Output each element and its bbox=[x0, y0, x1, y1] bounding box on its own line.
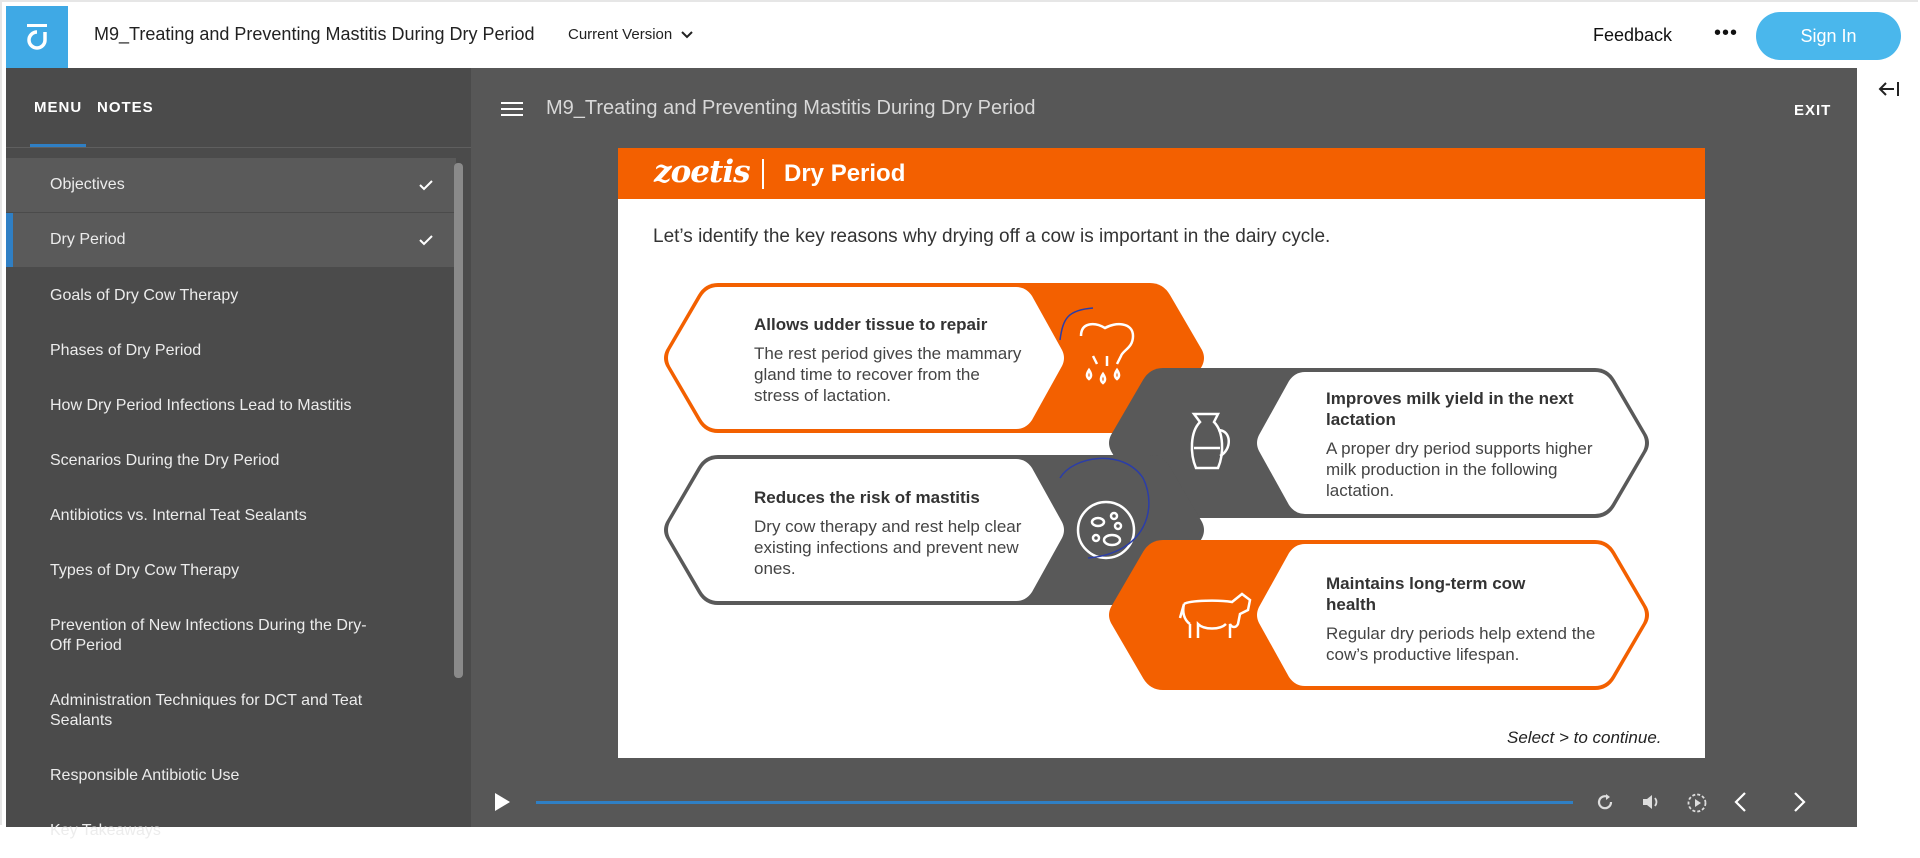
sidebar-scrollbar[interactable] bbox=[454, 163, 463, 678]
app-logo[interactable] bbox=[6, 6, 68, 68]
card-milk-yield-text bbox=[1326, 388, 1596, 501]
playback-settings-icon bbox=[1686, 792, 1708, 814]
card-mastitis-body: Dry cow therapy and rest help clear existing infections and prevent new ones. bbox=[754, 517, 1022, 578]
sidebar-item[interactable] bbox=[6, 433, 456, 488]
sidebar-item-label: Phases of Dry Period bbox=[50, 341, 202, 359]
replay-button[interactable] bbox=[1595, 792, 1615, 817]
card-udder-body: The rest period gives the mammary gland time to recover from the stress of lactation. bbox=[754, 344, 1022, 405]
collapse-left-icon bbox=[1878, 81, 1900, 97]
next-slide-button[interactable] bbox=[1793, 791, 1807, 818]
card-udder-text bbox=[754, 314, 1024, 406]
playback-controls bbox=[471, 776, 1857, 827]
sidebar bbox=[6, 68, 471, 839]
sidebar-item[interactable] bbox=[6, 543, 456, 598]
card-mastitis-title: Reduces the risk of mastitis bbox=[754, 488, 980, 507]
sidebar-item[interactable] bbox=[6, 488, 456, 543]
sidebar-item-label: Administration Techniques for DCT and Teat Sealants bbox=[50, 691, 363, 729]
sidebar-item-label: Antibiotics vs. Internal Teat Sealants bbox=[50, 506, 307, 524]
sidebar-item[interactable] bbox=[6, 748, 456, 803]
sidebar-item-label: Prevention of New Infections During the Dry-Off Period bbox=[50, 616, 367, 654]
card-mastitis-text bbox=[754, 487, 1024, 579]
sign-in-button[interactable]: Sign In bbox=[1756, 12, 1901, 60]
sidebar-item[interactable] bbox=[6, 213, 456, 268]
card-milk-yield-body: A proper dry period supports higher milk production in the following lactation. bbox=[1326, 439, 1593, 500]
play-button[interactable] bbox=[493, 792, 511, 817]
checkmark-icon bbox=[418, 177, 434, 193]
replay-icon bbox=[1595, 792, 1615, 812]
version-label: Current Version bbox=[568, 26, 673, 43]
course-title: M9_Treating and Preventing Mastitis During Dry Period bbox=[94, 24, 535, 44]
player-area bbox=[471, 68, 1857, 827]
play-icon bbox=[493, 792, 511, 812]
exit-button[interactable]: EXIT bbox=[1794, 102, 1832, 119]
sidebar-item-label: Objectives bbox=[50, 176, 125, 193]
volume-button[interactable] bbox=[1641, 792, 1661, 817]
sidebar-item-label: Dry Period bbox=[50, 231, 126, 248]
progress-fill bbox=[536, 801, 1573, 804]
collapse-panel-button[interactable] bbox=[1878, 81, 1900, 102]
sidebar-item[interactable] bbox=[6, 673, 456, 748]
sidebar-item[interactable] bbox=[6, 598, 456, 673]
sidebar-item-label: Key Takeaways bbox=[50, 821, 161, 839]
card-cow-health-text bbox=[1326, 573, 1596, 665]
notes-panel-strip bbox=[1857, 68, 1920, 827]
sidebar-item[interactable] bbox=[6, 158, 456, 213]
active-tab-indicator bbox=[30, 144, 86, 147]
tab-notes[interactable]: NOTES bbox=[97, 99, 154, 116]
sidebar-item[interactable] bbox=[6, 323, 456, 378]
slide bbox=[618, 148, 1705, 758]
top-bar bbox=[2, 2, 1920, 68]
sidebar-item[interactable] bbox=[6, 378, 456, 433]
slide-title: Dry Period bbox=[784, 160, 906, 187]
hamburger-icon bbox=[501, 101, 523, 117]
sidebar-item-label: Types of Dry Cow Therapy bbox=[50, 561, 240, 579]
captions-button[interactable] bbox=[1686, 792, 1708, 819]
player-title: M9_Treating and Preventing Mastitis During Dry Period bbox=[546, 97, 1036, 119]
checkmark-icon bbox=[418, 232, 434, 248]
sidebar-item-label: Goals of Dry Cow Therapy bbox=[50, 286, 239, 304]
sidebar-item-label: Scenarios During the Dry Period bbox=[50, 451, 280, 469]
logo-icon bbox=[24, 22, 50, 52]
volume-icon bbox=[1641, 792, 1661, 812]
chevron-down-icon bbox=[680, 30, 694, 40]
card-milk-yield-title: Improves milk yield in the next lactation bbox=[1326, 389, 1574, 429]
sidebar-item[interactable] bbox=[6, 803, 456, 858]
slide-intro: Let’s identify the key reasons why drying off a cow is important in the dairy cycle. bbox=[653, 226, 1331, 247]
card-cow-health-title: Maintains long-term cow health bbox=[1326, 574, 1526, 614]
sidebar-item[interactable] bbox=[6, 268, 456, 323]
menu-toggle-button[interactable] bbox=[501, 101, 523, 122]
continue-hint: Select > to continue. bbox=[1507, 728, 1662, 747]
brand-logo: zoetis bbox=[654, 154, 750, 190]
card-udder-title: Allows udder tissue to repair bbox=[754, 315, 988, 334]
version-dropdown[interactable] bbox=[568, 26, 694, 43]
chevron-left-icon bbox=[1733, 791, 1747, 813]
card-cow-health-body: Regular dry periods help extend the cow’s productive lifespan. bbox=[1326, 624, 1596, 664]
feedback-link[interactable]: Feedback bbox=[1593, 25, 1673, 45]
sidebar-tabs bbox=[6, 68, 471, 148]
sidebar-item-label: How Dry Period Infections Lead to Mastitis bbox=[50, 396, 352, 414]
more-options-button[interactable]: ••• bbox=[1714, 22, 1739, 44]
previous-slide-button[interactable] bbox=[1733, 791, 1747, 818]
sidebar-item-label: Responsible Antibiotic Use bbox=[50, 766, 240, 784]
progress-bar[interactable] bbox=[536, 801, 1573, 804]
chevron-right-icon bbox=[1793, 791, 1807, 813]
tab-menu[interactable]: MENU bbox=[34, 99, 83, 116]
menu-list bbox=[6, 158, 456, 858]
